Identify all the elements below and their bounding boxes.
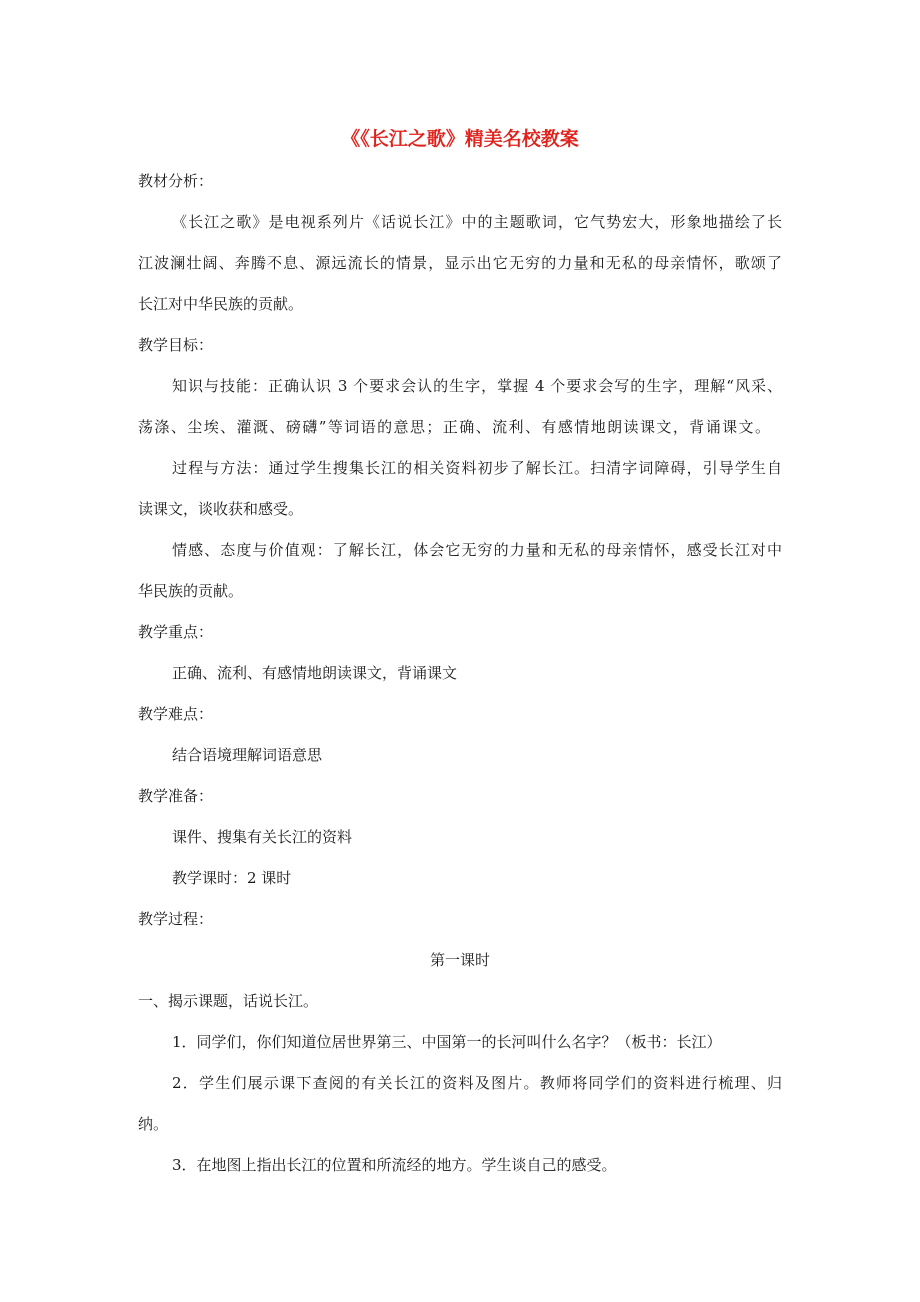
preparation-text: 课件、搜集有关长江的资料 — [172, 828, 353, 846]
goal-emotion-line-2: 华民族的贡献。 — [138, 582, 244, 600]
step-item-2-line-1: 2．学生们展示课下查阅的有关长江的资料及图片。教师将同学们的资料进行梳理、归 — [172, 1074, 782, 1092]
heading-difficult-points: 教学难点： — [138, 705, 214, 723]
lesson-one-heading: 第一课时 — [429, 951, 490, 969]
goal-emotion-line-1: 情感、态度与价值观：了解长江，体会它无穷的力量和无私的母亲情怀，感受长江对中 — [172, 541, 782, 559]
key-points-text: 正确、流利、有感情地朗读课文，背诵课文 — [172, 664, 458, 682]
heading-teaching-goals: 教学目标： — [138, 336, 214, 354]
step-item-3: 3．在地图上指出长江的位置和所流经的地方。学生谈自己的感受。 — [172, 1156, 617, 1174]
step-one-heading: 一、揭示课题，话说长江。 — [138, 992, 319, 1010]
step-item-1: 1．同学们，你们知道位居世界第三、中国第一的长河叫什么名字？（板书：长江） — [172, 1033, 722, 1051]
goal-process-line-1: 过程与方法：通过学生搜集长江的相关资料初步了解长江。扫清字词障碍，引导学生自 — [172, 459, 782, 477]
teaching-hours: 教学课时：2 课时 — [172, 869, 292, 887]
document-title: 《《长江之歌》精美名校教案 — [341, 128, 579, 150]
analysis-line-1: 《长江之歌》是电视系列片《话说长江》中的主题歌词，它气势宏大，形象地描绘了长 — [172, 213, 782, 231]
heading-textbook-analysis: 教材分析： — [138, 172, 214, 190]
difficult-points-text: 结合语境理解词语意思 — [172, 746, 323, 764]
analysis-line-2: 江波澜壮阔、奔腾不息、源远流长的情景，显示出它无穷的力量和无私的母亲情怀，歌颂了 — [138, 254, 782, 272]
goal-process-line-2: 读课文，谈收获和感受。 — [138, 500, 304, 518]
goal-knowledge-line-2: 荡涤、尘埃、灌溉、磅礴”等词语的意思；正确、流利、有感情地朗读课文，背诵课文。 — [138, 418, 770, 436]
heading-preparation: 教学准备： — [138, 787, 214, 805]
goal-knowledge-line-1: 知识与技能：正确认识 3 个要求会认的生字，掌握 4 个要求会写的生字，理解“风采、 — [172, 377, 782, 395]
heading-teaching-process: 教学过程： — [138, 910, 214, 928]
step-item-2-line-2: 纳。 — [138, 1115, 169, 1133]
heading-key-points: 教学重点： — [138, 623, 214, 641]
analysis-line-3: 长江对中华民族的贡献。 — [138, 295, 304, 313]
